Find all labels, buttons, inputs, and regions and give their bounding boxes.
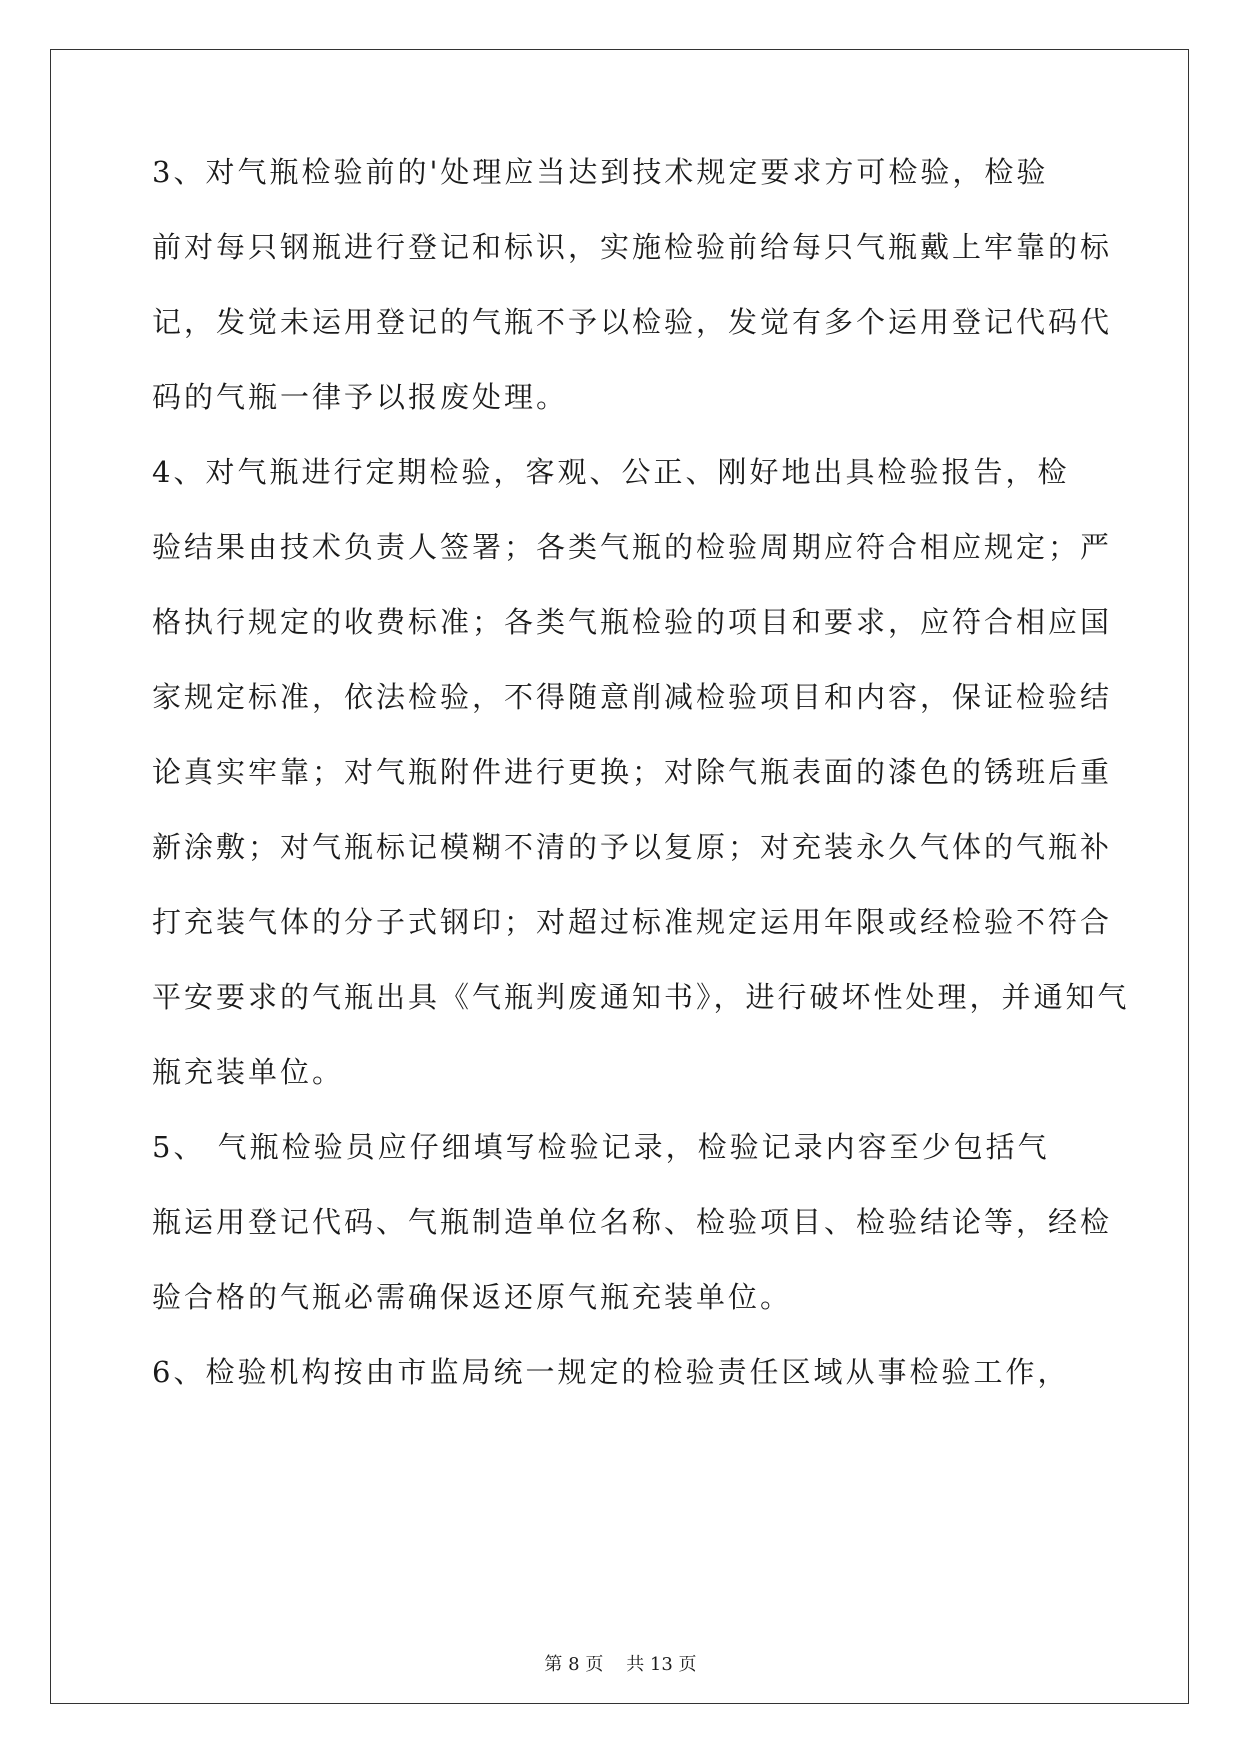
text-line: 新涂敷；对气瓶标记模糊不清的予以复原；对充装永久气体的气瓶补 bbox=[152, 830, 1113, 864]
text-line: 家规定标准，依法检验，不得随意削减检验项目和内容，保证检验结 bbox=[152, 680, 1113, 714]
page-border bbox=[50, 49, 1189, 1704]
text-line: 记，发觉未运用登记的气瓶不予以检验，发觉有多个运用登记代码代 bbox=[152, 305, 1113, 339]
text-line: 验合格的气瓶必需确保返还原气瓶充装单位。 bbox=[152, 1280, 793, 1314]
text-line: 格执行规定的收费标准；各类气瓶检验的项目和要求，应符合相应国 bbox=[152, 605, 1113, 639]
text-line: 平安要求的气瓶出具《气瓶判废通知书》，进行破坏性处理，并通知气 bbox=[152, 980, 1130, 1014]
text-line: 打充装气体的分子式钢印；对超过标准规定运用年限或经检验不符合 bbox=[152, 905, 1113, 939]
text-line: 码的气瓶一律予以报废处理。 bbox=[152, 380, 569, 414]
text-line: 6、检验机构按由市监局统一规定的检验责任区域从事检验工作， bbox=[152, 1355, 1070, 1389]
text-line: 4、对气瓶进行定期检验，客观、公正、刚好地出具检验报告，检 bbox=[152, 455, 1070, 489]
page-number: 第 8 页 共 13 页 bbox=[544, 1654, 697, 1675]
text-line: 验结果由技术负责人签署；各类气瓶的检验周期应符合相应规定；严 bbox=[152, 530, 1113, 564]
text-line: 前对每只钢瓶进行登记和标识，实施检验前给每只气瓶戴上牢靠的标 bbox=[152, 230, 1113, 264]
text-line: 瓶运用登记代码、气瓶制造单位名称、检验项目、检验结论等，经检 bbox=[152, 1205, 1113, 1239]
text-line: 论真实牢靠；对气瓶附件进行更换；对除气瓶表面的漆色的锈班后重 bbox=[152, 755, 1113, 789]
text-line: 3、对气瓶检验前的'处理应当达到技术规定要求方可检验，检验 bbox=[152, 155, 1049, 189]
text-line: 瓶充装单位。 bbox=[152, 1055, 345, 1089]
text-line: 5、 气瓶检验员应仔细填写检验记录，检验记录内容至少包括气 bbox=[152, 1130, 1050, 1164]
